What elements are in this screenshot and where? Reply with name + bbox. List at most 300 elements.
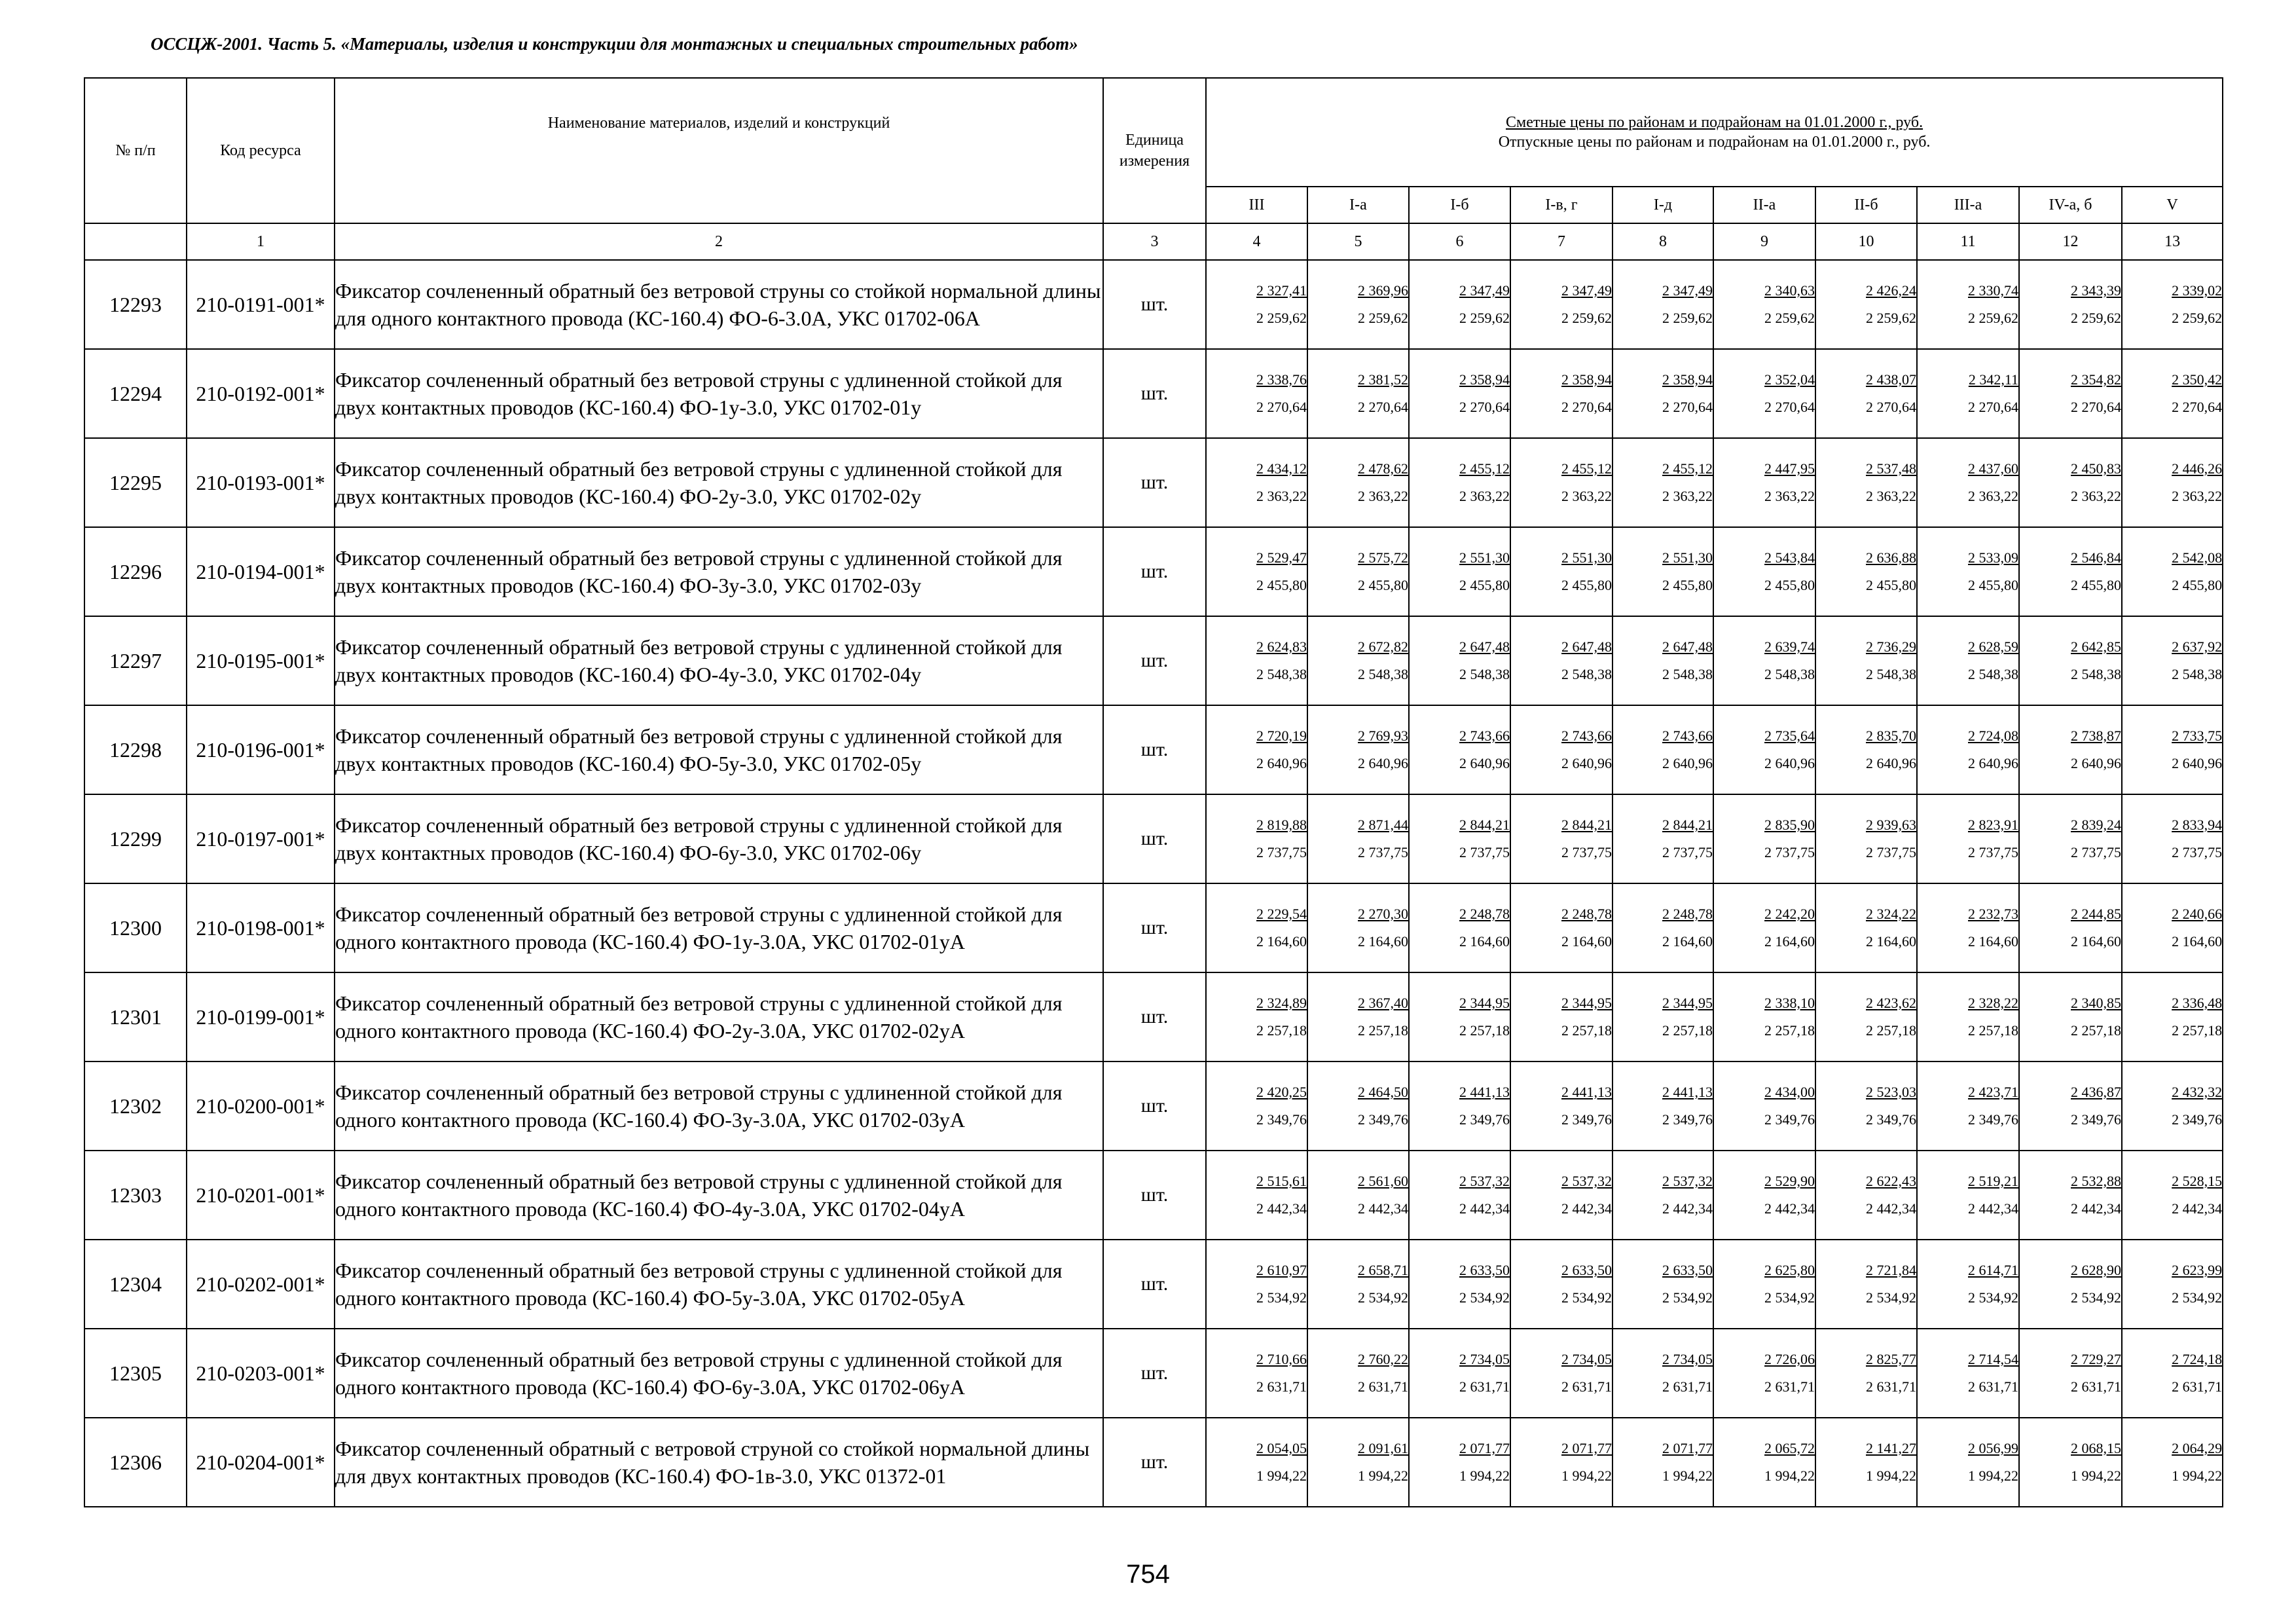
unit: шт. — [1103, 260, 1206, 349]
release-price: 2 259,62 — [2071, 310, 2121, 326]
item-name: Фиксатор сочлененный обратный без ветровой струны с удлиненной стойкой для двух контактных проводов (КС-160.4) ФО-5у-3.0, УКС 01702-05у — [335, 705, 1103, 794]
item-name: Фиксатор сочлененный обратный без ветровой струны с удлиненной стойкой для одного контактного провода (КС-160.4) ФО-6у-3.0А, УКС 01702-06уА — [335, 1329, 1103, 1418]
price-cell — [1815, 972, 1917, 1061]
estimated-price: 2 420,25 — [1256, 1084, 1307, 1100]
estimated-price: 2 240,66 — [2172, 906, 2223, 922]
release-price: 1 994,22 — [2172, 1467, 2223, 1484]
release-price: 2 548,38 — [1358, 666, 1408, 682]
release-price: 2 257,18 — [1662, 1022, 1713, 1039]
estimated-price: 2 071,77 — [1561, 1440, 1612, 1456]
release-price: 1 994,22 — [1662, 1467, 1713, 1484]
column-number: 11 — [1917, 223, 2019, 260]
unit: шт. — [1103, 349, 1206, 438]
estimated-price: 2 628,59 — [1968, 638, 2018, 655]
estimated-price: 2 871,44 — [1358, 817, 1408, 833]
release-price: 2 631,71 — [1764, 1378, 1815, 1395]
price-cell — [2122, 438, 2223, 527]
price-cell — [1409, 1418, 1510, 1507]
release-price: 2 259,62 — [1459, 310, 1510, 326]
release-price: 2 455,80 — [2071, 577, 2121, 593]
estimated-price: 2 546,84 — [2071, 549, 2121, 566]
estimated-price: 2 519,21 — [1968, 1173, 2018, 1189]
estimated-price: 2 358,94 — [1561, 371, 1612, 388]
header-region: II-а — [1713, 187, 1815, 223]
estimated-price: 2 054,05 — [1256, 1440, 1307, 1456]
resource-code: 210-0194-001* — [187, 527, 335, 616]
price-cell — [1510, 527, 1613, 616]
estimated-price: 2 833,94 — [2172, 817, 2223, 833]
item-name: Фиксатор сочлененный обратный без ветровой струны с удлиненной стойкой для одного контактного провода (КС-160.4) ФО-2у-3.0А, УКС 01702-02уА — [335, 972, 1103, 1061]
estimated-price: 2 091,61 — [1358, 1440, 1408, 1456]
price-cell — [1307, 1329, 1409, 1418]
price-cell — [1510, 1240, 1613, 1329]
estimated-price: 2 724,08 — [1968, 728, 2018, 744]
estimated-price: 2 726,06 — [1764, 1351, 1815, 1367]
release-price: 2 548,38 — [2172, 666, 2223, 682]
resource-code: 210-0198-001* — [187, 883, 335, 972]
price-cell — [1206, 527, 1307, 616]
column-number: 6 — [1409, 223, 1510, 260]
price-cell — [1917, 705, 2019, 794]
price-cell — [2122, 527, 2223, 616]
estimated-price: 2 551,30 — [1662, 549, 1713, 566]
estimated-price: 2 141,27 — [1866, 1440, 1916, 1456]
release-price: 2 349,76 — [2071, 1111, 2121, 1128]
price-cell — [1815, 616, 1917, 705]
resource-code: 210-0193-001* — [187, 438, 335, 527]
estimated-price: 2 423,71 — [1968, 1084, 2018, 1100]
release-price: 2 349,76 — [1662, 1111, 1713, 1128]
price-cell — [1409, 616, 1510, 705]
price-cell — [1613, 972, 1713, 1061]
price-cell — [2019, 1151, 2122, 1240]
price-cell — [2019, 705, 2122, 794]
price-cell — [1815, 705, 1917, 794]
estimated-price: 2 528,15 — [2172, 1173, 2223, 1189]
estimated-price: 2 367,40 — [1358, 995, 1408, 1011]
price-cell — [2019, 1329, 2122, 1418]
estimated-price: 2 844,21 — [1662, 817, 1713, 833]
resource-code: 210-0191-001* — [187, 260, 335, 349]
estimated-price: 2 441,13 — [1561, 1084, 1612, 1100]
price-cell — [1713, 616, 1815, 705]
price-cell — [1409, 1061, 1510, 1151]
price-cell — [1815, 1329, 1917, 1418]
price-cell — [1613, 1240, 1713, 1329]
estimated-price: 2 336,48 — [2172, 995, 2223, 1011]
price-cell — [1917, 616, 2019, 705]
estimated-price: 2 324,89 — [1256, 995, 1307, 1011]
estimated-price: 2 647,48 — [1662, 638, 1713, 655]
estimated-price: 2 720,19 — [1256, 728, 1307, 744]
table-row — [84, 1418, 2223, 1507]
price-cell — [1409, 1240, 1510, 1329]
estimated-price: 2 551,30 — [1561, 549, 1612, 566]
column-number: 5 — [1307, 223, 1409, 260]
price-cell — [1917, 794, 2019, 883]
estimated-price: 2 743,66 — [1662, 728, 1713, 744]
estimated-price: 2 743,66 — [1561, 728, 1612, 744]
header-release-prices: Отпускные цены по районам и подрайонам на 01.01.2000 г., руб. — [1498, 134, 1931, 151]
price-cell — [1409, 349, 1510, 438]
release-price: 2 548,38 — [1561, 666, 1612, 682]
release-price: 2 534,92 — [1866, 1289, 1916, 1306]
estimated-price: 2 844,21 — [1561, 817, 1612, 833]
estimated-price: 2 769,93 — [1358, 728, 1408, 744]
item-name: Фиксатор сочлененный обратный без ветровой струны с удлиненной стойкой для двух контактных проводов (КС-160.4) ФО-2у-3.0, УКС 01702-02у — [335, 438, 1103, 527]
release-price: 2 270,64 — [2172, 399, 2223, 415]
price-cell — [1815, 883, 1917, 972]
estimated-price: 2 823,91 — [1968, 817, 2018, 833]
price-cell — [2019, 616, 2122, 705]
release-price: 2 640,96 — [1764, 755, 1815, 771]
estimated-price: 2 434,00 — [1764, 1084, 1815, 1100]
price-cell — [1815, 260, 1917, 349]
price-cell — [1815, 349, 1917, 438]
release-price: 2 548,38 — [2071, 666, 2121, 682]
estimated-price: 2 736,29 — [1866, 638, 1916, 655]
column-number: 9 — [1713, 223, 1815, 260]
release-price: 1 994,22 — [1866, 1467, 1916, 1484]
release-price: 2 631,71 — [1256, 1378, 1307, 1395]
release-price: 2 442,34 — [1561, 1200, 1612, 1217]
estimated-price: 2 352,04 — [1764, 371, 1815, 388]
release-price: 2 737,75 — [1256, 844, 1307, 860]
estimated-price: 2 733,75 — [2172, 728, 2223, 744]
estimated-price: 2 633,50 — [1662, 1262, 1713, 1278]
table-row — [84, 705, 2223, 794]
price-cell — [1815, 1061, 1917, 1151]
price-cell — [1613, 1061, 1713, 1151]
price-cell — [2019, 883, 2122, 972]
estimated-price: 2 248,78 — [1662, 906, 1713, 922]
estimated-price: 2 358,94 — [1459, 371, 1510, 388]
table-row — [84, 616, 2223, 705]
estimated-price: 2 232,73 — [1968, 906, 2018, 922]
release-price: 2 257,18 — [1561, 1022, 1612, 1039]
price-cell — [2122, 883, 2223, 972]
price-cell — [1206, 1418, 1307, 1507]
price-cell — [1307, 794, 1409, 883]
price-cell — [1917, 1418, 2019, 1507]
estimated-price: 2 537,48 — [1866, 460, 1916, 477]
estimated-price: 2 343,39 — [2071, 282, 2121, 299]
release-price: 2 548,38 — [1866, 666, 1916, 682]
row-number: 12306 — [84, 1418, 187, 1507]
table-row — [84, 349, 2223, 438]
estimated-price: 2 614,71 — [1968, 1262, 2018, 1278]
release-price: 2 640,96 — [1561, 755, 1612, 771]
price-cell — [1713, 1151, 1815, 1240]
release-price: 2 534,92 — [2172, 1289, 2223, 1306]
release-price: 2 363,22 — [1358, 488, 1408, 504]
table-row — [84, 260, 2223, 349]
price-cell — [2019, 1061, 2122, 1151]
release-price: 2 257,18 — [1968, 1022, 2018, 1039]
resource-code: 210-0202-001* — [187, 1240, 335, 1329]
estimated-price: 2 835,70 — [1866, 728, 1916, 744]
resource-code: 210-0200-001* — [187, 1061, 335, 1151]
item-name: Фиксатор сочлененный обратный без ветровой струны с удлиненной стойкой для двух контактных проводов (КС-160.4) ФО-6у-3.0, УКС 01702-06у — [335, 794, 1103, 883]
column-number: 12 — [2019, 223, 2122, 260]
price-cell — [1206, 616, 1307, 705]
estimated-price: 2 450,83 — [2071, 460, 2121, 477]
price-cell — [1409, 438, 1510, 527]
release-price: 2 737,75 — [1459, 844, 1510, 860]
price-cell — [2019, 527, 2122, 616]
price-cell — [1307, 705, 1409, 794]
unit: шт. — [1103, 972, 1206, 1061]
header-unit: Единица измерения — [1103, 78, 1206, 223]
release-price: 2 270,64 — [1866, 399, 1916, 415]
unit: шт. — [1103, 616, 1206, 705]
release-price: 2 349,76 — [1968, 1111, 2018, 1128]
estimated-price: 2 248,78 — [1459, 906, 1510, 922]
estimated-price: 2 561,60 — [1358, 1173, 1408, 1189]
estimated-price: 2 381,52 — [1358, 371, 1408, 388]
estimated-price: 2 441,13 — [1662, 1084, 1713, 1100]
unit: шт. — [1103, 1329, 1206, 1418]
header-region: II-б — [1815, 187, 1917, 223]
price-cell — [1613, 883, 1713, 972]
release-price: 1 994,22 — [1358, 1467, 1408, 1484]
release-price: 1 994,22 — [1459, 1467, 1510, 1484]
release-price: 2 257,18 — [1256, 1022, 1307, 1039]
unit: шт. — [1103, 438, 1206, 527]
price-table — [84, 77, 2223, 1507]
release-price: 2 455,80 — [1561, 577, 1612, 593]
price-cell — [2122, 616, 2223, 705]
item-name: Фиксатор сочлененный обратный с ветровой струной со стойкой нормальной длины для двух контактных проводов (КС-160.4) ФО-1в-3.0, УКС 01372-01 — [335, 1418, 1103, 1507]
release-price: 2 737,75 — [1866, 844, 1916, 860]
estimated-price: 2 455,12 — [1561, 460, 1612, 477]
release-price: 2 442,34 — [2071, 1200, 2121, 1217]
release-price: 2 349,76 — [1358, 1111, 1408, 1128]
estimated-price: 2 721,84 — [1866, 1262, 1916, 1278]
estimated-price: 2 369,96 — [1358, 282, 1408, 299]
price-cell — [1613, 438, 1713, 527]
price-cell — [1510, 1418, 1613, 1507]
column-number: 8 — [1613, 223, 1713, 260]
unit: шт. — [1103, 794, 1206, 883]
price-cell — [1613, 794, 1713, 883]
price-cell — [1713, 527, 1815, 616]
release-price: 2 257,18 — [1764, 1022, 1815, 1039]
price-cell — [2019, 1418, 2122, 1507]
price-cell — [2122, 1151, 2223, 1240]
row-number: 12305 — [84, 1329, 187, 1418]
price-cell — [1613, 349, 1713, 438]
table-row — [84, 972, 2223, 1061]
estimated-price: 2 437,60 — [1968, 460, 2018, 477]
release-price: 2 270,64 — [1459, 399, 1510, 415]
release-price: 2 534,92 — [1256, 1289, 1307, 1306]
estimated-price: 2 344,95 — [1459, 995, 1510, 1011]
price-cell — [2122, 794, 2223, 883]
estimated-price: 2 542,08 — [2172, 549, 2223, 566]
price-cell — [2019, 438, 2122, 527]
estimated-price: 2 347,49 — [1561, 282, 1612, 299]
table-row — [84, 1329, 2223, 1418]
unit: шт. — [1103, 883, 1206, 972]
estimated-price: 2 436,87 — [2071, 1084, 2121, 1100]
header-region: I-б — [1409, 187, 1510, 223]
estimated-price: 2 328,22 — [1968, 995, 2018, 1011]
price-cell — [1206, 705, 1307, 794]
estimated-price: 2 344,95 — [1561, 995, 1612, 1011]
price-cell — [1613, 527, 1713, 616]
release-price: 2 737,75 — [2172, 844, 2223, 860]
resource-code: 210-0195-001* — [187, 616, 335, 705]
release-price: 2 534,92 — [1764, 1289, 1815, 1306]
column-number: 4 — [1206, 223, 1307, 260]
estimated-price: 2 724,18 — [2172, 1351, 2223, 1367]
page-number: 754 — [1126, 1560, 1170, 1589]
price-cell — [1307, 1418, 1409, 1507]
row-number: 12295 — [84, 438, 187, 527]
release-price: 2 164,60 — [1866, 933, 1916, 950]
estimated-price: 2 426,24 — [1866, 282, 1916, 299]
price-cell — [1713, 972, 1815, 1061]
release-price: 2 631,71 — [1358, 1378, 1408, 1395]
release-price: 1 994,22 — [1561, 1467, 1612, 1484]
price-cell — [1713, 260, 1815, 349]
resource-code: 210-0197-001* — [187, 794, 335, 883]
release-price: 1 994,22 — [1256, 1467, 1307, 1484]
release-price: 2 455,80 — [1866, 577, 1916, 593]
price-cell — [2122, 1061, 2223, 1151]
estimated-price: 2 347,49 — [1662, 282, 1713, 299]
release-price: 2 442,34 — [2172, 1200, 2223, 1217]
price-cell — [1307, 972, 1409, 1061]
estimated-price: 2 464,50 — [1358, 1084, 1408, 1100]
release-price: 2 640,96 — [2172, 755, 2223, 771]
estimated-price: 2 575,72 — [1358, 549, 1408, 566]
resource-code: 210-0201-001* — [187, 1151, 335, 1240]
item-name: Фиксатор сочлененный обратный без ветровой струны с удлиненной стойкой для двух контактных проводов (КС-160.4) ФО-3у-3.0, УКС 01702-03у — [335, 527, 1103, 616]
row-number: 12300 — [84, 883, 187, 972]
price-cell — [1510, 438, 1613, 527]
price-cell — [1409, 1151, 1510, 1240]
release-price: 2 270,64 — [2071, 399, 2121, 415]
unit: шт. — [1103, 1061, 1206, 1151]
price-cell — [1206, 1240, 1307, 1329]
estimated-price: 2 064,29 — [2172, 1440, 2223, 1456]
estimated-price: 2 658,71 — [1358, 1262, 1408, 1278]
estimated-price: 2 734,05 — [1561, 1351, 1612, 1367]
price-cell — [1510, 616, 1613, 705]
row-number: 12304 — [84, 1240, 187, 1329]
estimated-price: 2 455,12 — [1662, 460, 1713, 477]
estimated-price: 2 446,26 — [2172, 460, 2223, 477]
release-price: 2 442,34 — [1662, 1200, 1713, 1217]
header-region: III-а — [1917, 187, 2019, 223]
item-name: Фиксатор сочлененный обратный без ветровой струны с удлиненной стойкой для одного контактного провода (КС-160.4) ФО-1у-3.0А, УКС 01702-01уА — [335, 883, 1103, 972]
estimated-price: 2 839,24 — [2071, 817, 2121, 833]
estimated-price: 2 342,11 — [1968, 371, 2018, 388]
price-cell — [1409, 794, 1510, 883]
price-cell — [2122, 349, 2223, 438]
column-number: 13 — [2122, 223, 2223, 260]
estimated-price: 2 672,82 — [1358, 638, 1408, 655]
estimated-price: 2 835,90 — [1764, 817, 1815, 833]
release-price: 2 548,38 — [1662, 666, 1713, 682]
release-price: 2 270,64 — [1968, 399, 2018, 415]
price-cell — [1713, 1329, 1815, 1418]
estimated-price: 2 330,74 — [1968, 282, 2018, 299]
row-number: 12297 — [84, 616, 187, 705]
release-price: 2 270,64 — [1662, 399, 1713, 415]
unit: шт. — [1103, 1240, 1206, 1329]
column-number: 2 — [335, 223, 1103, 260]
price-cell — [1510, 1061, 1613, 1151]
estimated-price: 2 515,61 — [1256, 1173, 1307, 1189]
estimated-price: 2 624,83 — [1256, 638, 1307, 655]
release-price: 2 534,92 — [1662, 1289, 1713, 1306]
release-price: 2 442,34 — [1256, 1200, 1307, 1217]
price-cell — [1613, 1329, 1713, 1418]
release-price: 2 349,76 — [1866, 1111, 1916, 1128]
estimated-price: 2 441,13 — [1459, 1084, 1510, 1100]
estimated-price: 2 340,85 — [2071, 995, 2121, 1011]
column-number-blank — [84, 223, 187, 260]
release-price: 2 640,96 — [1256, 755, 1307, 771]
price-cell — [1307, 1061, 1409, 1151]
price-cell — [2122, 972, 2223, 1061]
price-cell — [2019, 972, 2122, 1061]
release-price: 2 257,18 — [2071, 1022, 2121, 1039]
column-number: 10 — [1815, 223, 1917, 260]
estimated-price: 2 714,54 — [1968, 1351, 2018, 1367]
release-price: 2 259,62 — [1968, 310, 2018, 326]
release-price: 2 270,64 — [1561, 399, 1612, 415]
release-price: 2 737,75 — [1764, 844, 1815, 860]
estimated-price: 2 738,87 — [2071, 728, 2121, 744]
release-price: 2 259,62 — [1358, 310, 1408, 326]
release-price: 2 363,22 — [1561, 488, 1612, 504]
estimated-price: 2 633,50 — [1459, 1262, 1510, 1278]
release-price: 2 363,22 — [2071, 488, 2121, 504]
price-cell — [1713, 1061, 1815, 1151]
price-cell — [2122, 1418, 2223, 1507]
price-cell — [1206, 972, 1307, 1061]
table-row — [84, 794, 2223, 883]
release-price: 1 994,22 — [1764, 1467, 1815, 1484]
price-cell — [1206, 438, 1307, 527]
release-price: 2 534,92 — [1968, 1289, 2018, 1306]
release-price: 2 363,22 — [2172, 488, 2223, 504]
price-cell — [1409, 1329, 1510, 1418]
price-cell — [2019, 260, 2122, 349]
item-name: Фиксатор сочлененный обратный без ветровой струны с удлиненной стойкой для одного контактного провода (КС-160.4) ФО-5у-3.0А, УКС 01702-05уА — [335, 1240, 1103, 1329]
header-price-group — [1206, 78, 2223, 187]
price-cell — [1206, 1151, 1307, 1240]
price-cell — [2019, 794, 2122, 883]
release-price: 2 631,71 — [1561, 1378, 1612, 1395]
price-cell — [1613, 1418, 1713, 1507]
price-cell — [1713, 1418, 1815, 1507]
price-cell — [1510, 1329, 1613, 1418]
release-price: 2 164,60 — [1968, 933, 2018, 950]
estimated-price: 2 071,77 — [1662, 1440, 1713, 1456]
release-price: 2 164,60 — [2172, 933, 2223, 950]
estimated-price: 2 344,95 — [1662, 995, 1713, 1011]
release-price: 2 259,62 — [1256, 310, 1307, 326]
price-cell — [1510, 883, 1613, 972]
estimated-price: 2 065,72 — [1764, 1440, 1815, 1456]
release-price: 2 270,64 — [1256, 399, 1307, 415]
estimated-price: 2 939,63 — [1866, 817, 1916, 833]
